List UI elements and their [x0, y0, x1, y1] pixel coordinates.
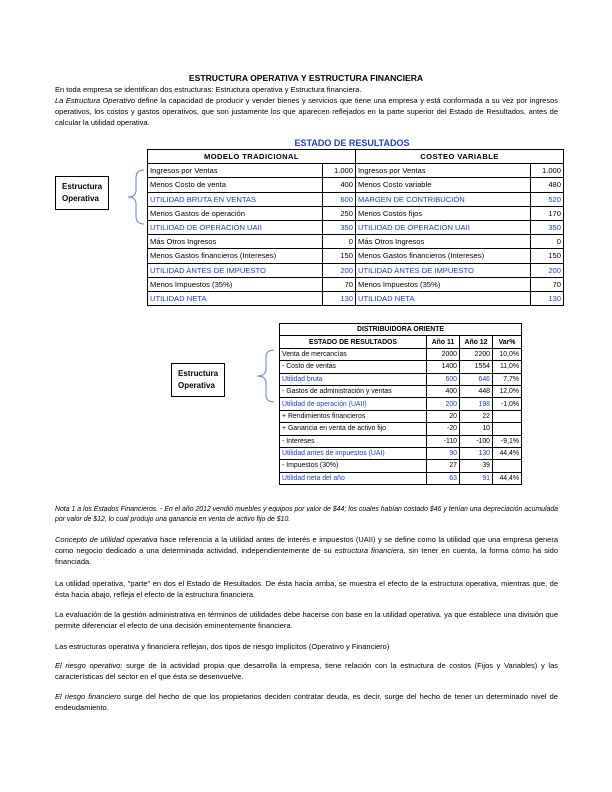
er-left-value: 400	[323, 178, 356, 192]
dist-concept: - Gastos de administración y ventas	[280, 385, 427, 397]
er-right-label: Menos Gastos financieros (Intereses)	[356, 249, 531, 263]
dist-var: 7,7%	[493, 373, 522, 385]
estructuras-paragraph: Las estructuras operativa y financiera reflejan, dos tipos de riesgo implícitos (Operativo y Financiero)	[55, 642, 390, 651]
dist-row	[280, 460, 522, 472]
estructura-operativa-box: Estructura Operativa	[55, 176, 109, 210]
er-left-label: Menos Gastos financieros (Intereses)	[148, 249, 323, 263]
er-row	[148, 192, 564, 206]
er-right-label: UTILIDAD ANTES DE IMPUESTO	[356, 263, 531, 277]
er-right-value: 0	[531, 235, 564, 249]
dist-row	[280, 423, 522, 435]
dist-row	[280, 398, 522, 410]
dist-concept: Utilidad antes de impuestos (UAI)	[280, 447, 427, 459]
company-name: DISTRIBUIDORA ORIENTE	[280, 324, 522, 336]
dist-var: 44,4%	[493, 447, 522, 459]
dist-var: -9,1%	[493, 435, 522, 447]
dist-concept: - Costo de ventas	[280, 361, 427, 373]
intro-def-text: define la capacidad de producir y vender bienes y servicios que tiene una empresa y está conformada a su vez por ingresos operativos, los costos y gastos operativos, que son justamente los que aparecen reflejados en la parte superior del Estado de Resultados, antes de calcular la utilidad operativa.	[55, 96, 558, 127]
page-title: ESTRUCTURA OPERATIVA Y ESTRUCTURA FINANCIERA	[188, 73, 424, 83]
er-right-label: Menos Costos fijos	[356, 206, 531, 220]
distribuidora-table	[279, 323, 522, 485]
er-left-value: 200	[323, 263, 356, 277]
right-column-title: COSTEO VARIABLE	[356, 150, 564, 164]
er-right-value: 150	[531, 249, 564, 263]
dist-row	[280, 435, 522, 447]
er-row	[148, 178, 564, 192]
dist-row	[280, 385, 522, 397]
er-left-value: 350	[323, 220, 356, 234]
er-row	[148, 206, 564, 220]
dist-year-11: -110	[427, 435, 460, 447]
dist-year-11: 2000	[427, 348, 460, 360]
left-column-title: MODELO TRADICIONAL	[148, 150, 356, 164]
er-right-label: Menos Costo variable	[356, 178, 531, 192]
er-right-value: 1.000	[531, 164, 564, 178]
er-left-value: 70	[323, 277, 356, 291]
er-row	[148, 220, 564, 234]
riesgo-financiero-paragraph: El riesgo financiero surge del hecho de que los propietarios deciden contratar deuda, es decir, surge del hecho de tener un determinado nivel de endeudamiento.	[55, 692, 558, 712]
dist-year-12: 1554	[460, 361, 493, 373]
dist-year-11: 600	[427, 373, 460, 385]
dist-year-12: 2200	[460, 348, 493, 360]
er-right-value: 170	[531, 206, 564, 220]
dist-concept: Utilidad de operación (UAII)	[280, 398, 427, 410]
dist-row	[280, 348, 522, 360]
dist-concept: - Intereses	[280, 435, 427, 447]
er-right-label: MARGEN DE CONTRIBUCIÓN	[356, 192, 531, 206]
dist-year-12: 91	[460, 472, 493, 484]
dist-var: 44,4%	[493, 472, 522, 484]
er-left-label: Menos Impuestos (35%)	[148, 277, 323, 291]
dist-year-12: 10	[460, 423, 493, 435]
er-right-label: UTILIDAD NETA	[356, 291, 531, 305]
dist-var: -1,0%	[493, 398, 522, 410]
intro-paragraph	[55, 84, 558, 128]
dist-year-12: -100	[460, 435, 493, 447]
dist-year-12: 39	[460, 460, 493, 472]
dist-concept: Utilidad bruta	[280, 373, 427, 385]
col-year-12: Año 12	[460, 336, 493, 348]
er-left-label: Menos Gastos de operación	[148, 206, 323, 220]
estado-resultados-header: ESTADO DE RESULTADOS	[294, 138, 410, 148]
er-left-value: 250	[323, 206, 356, 220]
er-left-label: UTILIDAD DE OPERACIÓN UAII	[148, 220, 323, 234]
er-row	[148, 277, 564, 291]
dist-concept: + Ganancia en venta de activo fijo	[280, 423, 427, 435]
er-row	[148, 235, 564, 249]
concepto-term: Concepto de utilidad operativa	[55, 535, 158, 544]
er-left-label: Menos Costo de venta	[148, 178, 323, 192]
estructura-operativa-box-2: Estructura Operativa	[171, 363, 225, 397]
dist-year-12: 22	[460, 410, 493, 422]
dist-concept: - Impuestos (30%)	[280, 460, 427, 472]
riesgo-financiero-term: El riesgo financiero	[55, 692, 121, 701]
er-left-value: 130	[323, 291, 356, 305]
dist-var: 12,0%	[493, 385, 522, 397]
er-row	[148, 164, 564, 178]
dist-row	[280, 373, 522, 385]
er-left-value: 1.000	[323, 164, 356, 178]
er-row	[148, 291, 564, 305]
col-concept: ESTADO DE RESULTADOS	[280, 336, 427, 348]
dist-concept: Utilidad neta del año	[280, 472, 427, 484]
dist-var: 11,0%	[493, 361, 522, 373]
er-right-label: Menos Impuestos (35%)	[356, 277, 531, 291]
brace-icon-2	[248, 348, 278, 404]
er-left-value: 600	[323, 192, 356, 206]
dist-var: 10,0%	[493, 348, 522, 360]
er-left-value: 150	[323, 249, 356, 263]
er-right-value: 70	[531, 277, 564, 291]
er-left-label: UTILIDAD ANTES DE IMPUESTO	[148, 263, 323, 277]
dist-year-11: 20	[427, 410, 460, 422]
col-year-11: Año 11	[427, 336, 460, 348]
intro-line: En toda empresa se identifican dos estructuras: Estructura operativa y Estructura financiera.	[55, 85, 362, 94]
er-right-label: UTILIDAD DE OPERACIÓN UAII	[356, 220, 531, 234]
dist-row	[280, 447, 522, 459]
dist-year-11: 400	[427, 385, 460, 397]
dist-year-12: 198	[460, 398, 493, 410]
er-right-value: 130	[531, 291, 564, 305]
dist-concept: Venta de mercancías	[280, 348, 427, 360]
riesgo-operativo-term: El riesgo operativo	[55, 661, 121, 670]
er-right-value: 520	[531, 192, 564, 206]
er-left-label: UTILIDAD NETA	[148, 291, 323, 305]
dist-year-11: 27	[427, 460, 460, 472]
er-left-label: UTILIDAD BRUTA EN VENTAS	[148, 192, 323, 206]
dist-row	[280, 361, 522, 373]
dist-row	[280, 472, 522, 484]
dist-row	[280, 410, 522, 422]
er-left-label: Más Otros Ingresos	[148, 235, 323, 249]
er-right-value: 480	[531, 178, 564, 192]
dist-var	[493, 410, 522, 422]
er-right-label: Ingresos por Ventas	[356, 164, 531, 178]
dist-year-11: 63	[427, 472, 460, 484]
dist-year-11: 200	[427, 398, 460, 410]
dist-year-11: 1400	[427, 361, 460, 373]
dist-year-11: -20	[427, 423, 460, 435]
riesgo-operativo-paragraph: El riesgo operativo: surge de la actividad propia que desarrolla la empresa, tiene relación con la estructura de costos (Fijos y Variables) y las características del sector en el que ésta se desenvuelve.	[55, 661, 558, 681]
dist-year-12: 448	[460, 385, 493, 397]
intro-def-term: La Estructura Operativo	[55, 96, 135, 105]
er-right-label: Más Otros Ingresos	[356, 235, 531, 249]
dist-var	[493, 460, 522, 472]
col-var: Var%	[493, 336, 522, 348]
brace-icon	[120, 168, 148, 226]
dist-var	[493, 423, 522, 435]
dist-year-11: 90	[427, 447, 460, 459]
estado-resultados-table	[147, 149, 564, 306]
concepto-paragraph: Concepto de utilidad operativa hace referencia a la utilidad antes de interés e impuestos (UAII) y se define como la utilidad que una empresa genera como negocio dedicado a una determinada actividad, independientemente de su estructura financiera, sin tener en cuenta, la forma cómo ha sido financiada.	[55, 535, 558, 566]
dist-concept: + Rendimientos financieros	[280, 410, 427, 422]
dist-year-12: 130	[460, 447, 493, 459]
er-right-value: 350	[531, 220, 564, 234]
nota-1: Nota 1 a los Estados Financieros. - En el año 2012 vendió muebles y equipos por valor de $44; los cuales habían costado $46 y tenían una depreciación acumulada por valor de $12, lo cual produjo una ganancia en venta de activo fijo de $10.	[55, 506, 558, 523]
er-left-value: 0	[323, 235, 356, 249]
er-left-label: Ingresos por Ventas	[148, 164, 323, 178]
utilidad-paragraph: La utilidad operativa, "parte" en dos el Estado de Resultados. De ésta hacia arriba, se muestra el efecto de la estructura operativa, mientras que, de ésta hacia abajo, refleja el efecto de la estructura financiera.	[55, 579, 558, 599]
er-row	[148, 249, 564, 263]
er-row	[148, 263, 564, 277]
dist-year-12: 646	[460, 373, 493, 385]
er-right-value: 200	[531, 263, 564, 277]
evaluacion-paragraph: La evaluación de la gestión administrativa en términos de utilidades debe hacerse con base en la utilidad operativa. ya que establece una división que permite diferenciar el efecto de una decisión eminentemente financiera.	[55, 610, 558, 630]
